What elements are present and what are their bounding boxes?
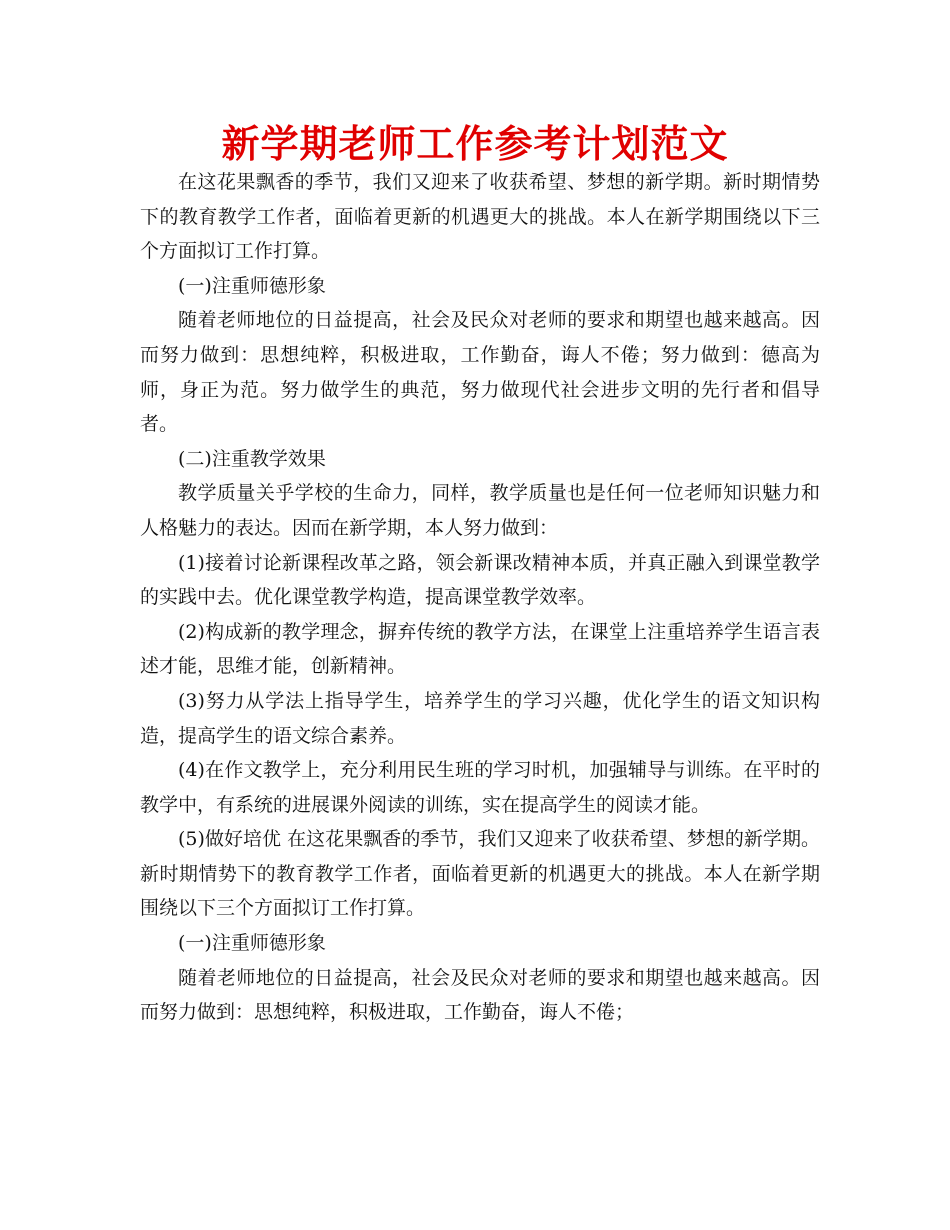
document-body	[140, 165, 820, 1030]
paragraph: 随着老师地位的日益提高，社会及民众对老师的要求和期望也越来越高。因而努力做到：思想纯粹，积极进取，工作勤奋，诲人不倦；努力做到：德高为师，身正为范。努力做学生的典范，努力做现代社会进步文明的先行者和倡导者。	[140, 309, 820, 436]
paragraph: 随着老师地位的日益提高，社会及民众对老师的要求和期望也越来越高。因而努力做到：思想纯粹，积极进取，工作勤奋，诲人不倦；	[140, 966, 820, 1024]
list-item: (3)努力从学法上指导学生，培养学生的学习兴趣，优化学生的语文知识构造，提高学生的语文综合素养。	[140, 689, 820, 747]
section-heading: (一)注重师德形象	[178, 274, 326, 297]
list-item: (5)做好培优 在这花果飘香的季节，我们又迎来了收获希望、梦想的新学期。新时期情势下的教育教学工作者，面临着更新的机遇更大的挑战。本人在新学期围绕以下三个方面拟订工作打算。	[140, 828, 820, 920]
list-item: (4)在作文教学上，充分利用民生班的学习时机，加强辅导与训练。在平时的教学中，有系统的进展课外阅读的训练，实在提高学生的阅读才能。	[140, 759, 820, 816]
list-item: (2)构成新的教学理念，摒弃传统的教学方法，在课堂上注重培养学生语言表述才能，思维才能，创新精神。	[140, 620, 820, 678]
document-title: 新学期老师工作参考计划范文	[221, 121, 729, 166]
paragraph: 在这花果飘香的季节，我们又迎来了收获希望、梦想的新学期。新时期情势下的教育教学工作者，面临着更新的机遇更大的挑战。本人在新学期围绕以下三个方面拟订工作打算。	[140, 171, 820, 263]
section-heading: (一)注重师德形象	[178, 932, 326, 955]
list-item: (1)接着讨论新课程改革之路，领会新课改精神本质，并真正融入到课堂教学的实践中去。优化课堂教学构造，提高课堂教学效率。	[140, 551, 820, 609]
section-heading: (二)注重教学效果	[178, 447, 326, 470]
paragraph: 教学质量关乎学校的生命力，同样，教学质量也是任何一位老师知识魅力和人格魅力的表达。因而在新学期，本人努力做到：	[140, 482, 820, 539]
